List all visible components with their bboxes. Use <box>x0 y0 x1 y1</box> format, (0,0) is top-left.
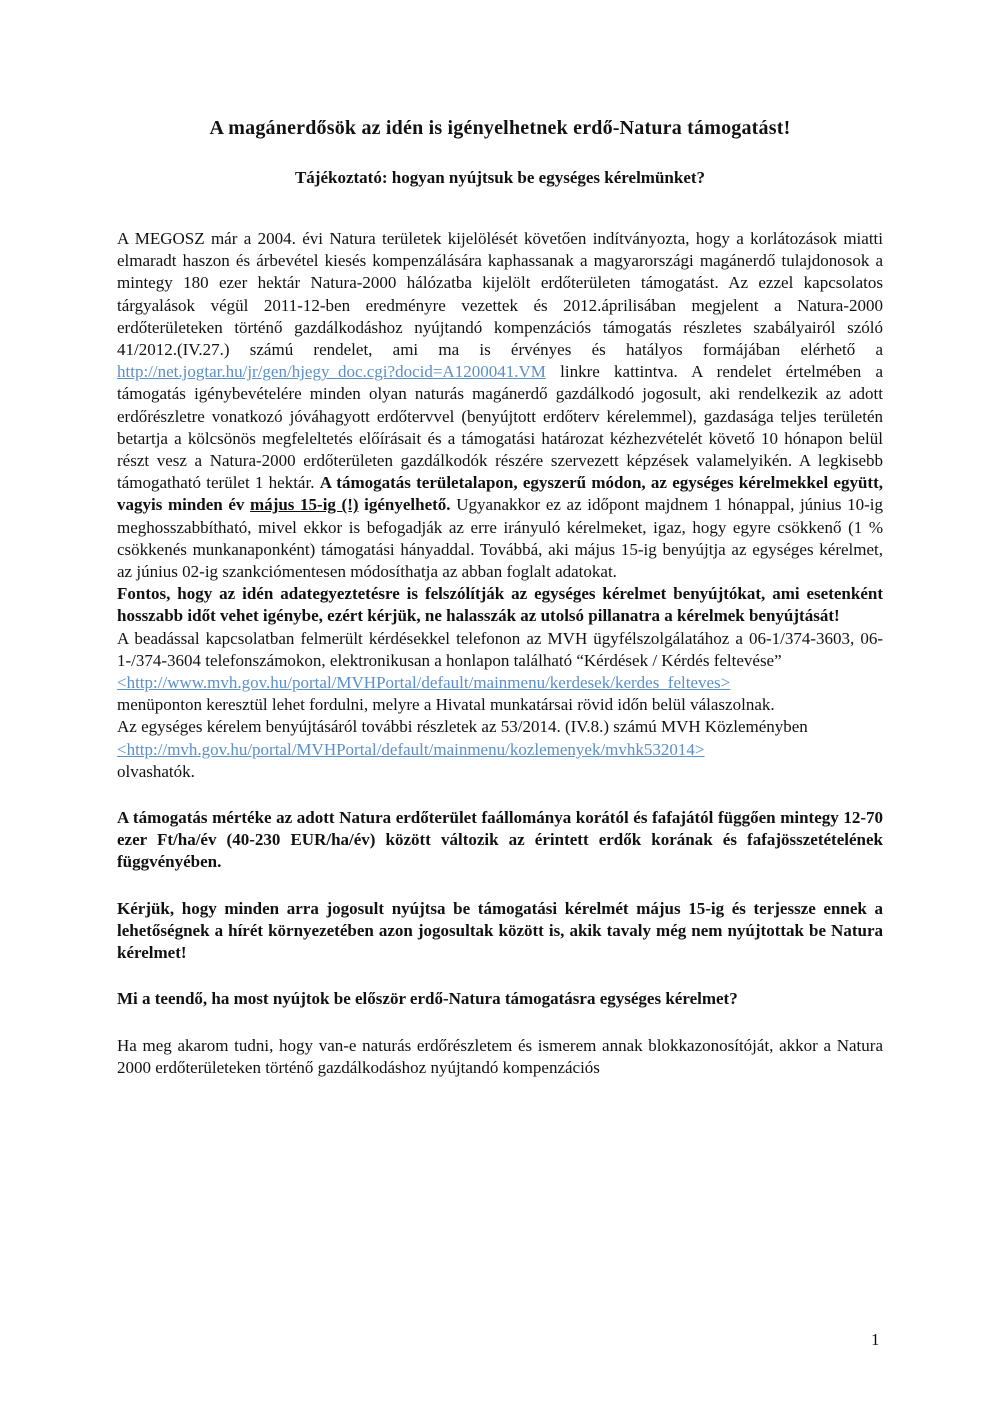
document-title: A magánerdősök az idén is igényelhetnek erdő-Natura támogatást! <box>209 117 791 139</box>
paragraph-text: linkre kattintva. A rendelet értelmében a támogatás igénybevételére minden olyan naturás magánerdő gazdálkodó jogosult, aki rendelkezik az adott erdőrészletre vonatkozó jóváhagyott erdőtervvel (benyújtott erdőterv kérelemmel), gazdasága teljes területén betartja a kölcsönös megfeleltetés előírásait és a támogatási határozat kézhezvételét követő 10 hónapon belül részt vesz a Natura-2000 erdőterületen gazdálkodók részére szervezett képzések valamelyikén. A legkisebb támogatható terület 1 hektár. <box>117 362 884 493</box>
paragraph-text: A beadással kapcsolatban felmerült kérdésekkel telefonon az MVH ügyfélszolgálatához a 06-1/374-3603, 06-1-/374-3604 telefonszámokon, elektronikusan a honlapon található “Kérdések / Kérdés feltevése” <box>117 628 883 670</box>
mvh-questions-link[interactable]: <http://www.mvh.gov.hu/portal/MVHPortal/default/mainmenu/kerdesek/kerdes_felteves> <box>117 673 731 693</box>
paragraph-text: menüponton keresztül lehet fordulni, melyre a Hivatal munkatársai rövid időn belül válaszolnak. <box>117 695 775 715</box>
paragraph-text: Az egységes kérelem benyújtásáról további részletek az 53/2014. (IV.8.) számú MVH Közleményben <box>117 717 808 737</box>
bold-text: igényelhető. <box>364 495 451 515</box>
section-question: Mi a teendő, ha most nyújtok be először erdő-Natura támogatásra egységes kérelmet? <box>117 989 738 1009</box>
paragraph-text: A MEGOSZ már a 2004. évi Natura területek kijelölését követően indítványozta, hogy a korlátozások miatti elmaradt haszon és árbevétel kiesés kompenzálására kaphassanak a magyarországi magánerdő tulajdonosok a mintegy 180 ezer hektár Natura-2000 hálózatba kijelölt erdőterületen támogatást. Az ezzel kapcsolatos tárgyalások végül 2011-12-ben eredményre vezettek és 2012.áprilisában megjelent a Natura-2000 erdőterületeken történő gazdálkodáshoz nyújtandó kompenzációs támogatás részletes szabályairól szóló 41/2012.(IV.27.) számú rendelet, ami ma is érvényes és hatályos formájában elérhető a <box>117 229 883 360</box>
document-subtitle: Tájékoztató: hogyan nyújtsuk be egységes kérelmünket? <box>294 168 706 187</box>
paragraph-answer: Ha meg akarom tudni, hogy van-e naturás erdőrészletem és ismerem annak blokkazonosítóját, akkor a Natura 2000 erdőterületeken történő gazdálkodáshoz nyújtandó kompenzációs <box>117 1035 883 1077</box>
paragraph-request: Kérjük, hogy minden arra jogosult nyújtsa be támogatási kérelmét május 15-ig és terjessze ennek a lehetőségnek a hírét környezetében azon jogosultak között is, akik tavaly még nem nyújtottak be Natura kérelmet! <box>117 898 883 963</box>
bold-text: A támogatás területalapon, egyszerű módon, az egységes kérelmekkel együtt, vagyis minden év <box>117 473 884 515</box>
paragraph-text: Ugyanakkor ez az időpont majdnem 1 hónappal, június 10-ig meghosszabbítható, mivel ekkor is befogadják az erre irányuló kérelmeket, igaz, hogy egyre csökkenő (1 % csökkenés munkanaponként) támogatási hányaddal. Továbbá, aki május 15-ig benyújtja az egységes kérelmet, az június 02-ig szankciómentesen módosíthatja az abban foglalt adatokat. <box>117 495 884 582</box>
paragraph-amount: A támogatás mértéke az adott Natura erdőterület faállománya korától és fafajától függően mintegy 12-70 ezer Ft/ha/év (40-230 EUR/ha/év) között változik az érintett erdők korának és fafajösszetételének függvényében. <box>117 808 883 872</box>
paragraph-intro <box>117 228 883 583</box>
paragraph-notice: Fontos, hogy az idén adategyeztetésre is felszólítják az egységes kérelmet benyújtókat, ami esetenként hosszabb időt vehet igénybe, ezért kérjük, ne halasszák az utolsó pillanatra a kérelmek benyújtását! <box>117 584 883 626</box>
paragraph-details <box>117 716 883 783</box>
mvh-announcement-link[interactable]: <http://mvh.gov.hu/portal/MVHPortal/default/mainmenu/kozlemenyek/mvhk532014> <box>117 739 705 759</box>
page-number: 1 <box>871 1330 880 1349</box>
deadline-text: május 15-ig (!) <box>250 495 359 515</box>
jogtar-link[interactable]: http://net.jogtar.hu/jr/gen/hjegy_doc.cgi?docid=A1200041.VM <box>117 362 546 382</box>
document-body <box>117 117 883 1079</box>
paragraph-text: olvashatók. <box>117 761 195 781</box>
paragraph-contact <box>117 628 883 717</box>
